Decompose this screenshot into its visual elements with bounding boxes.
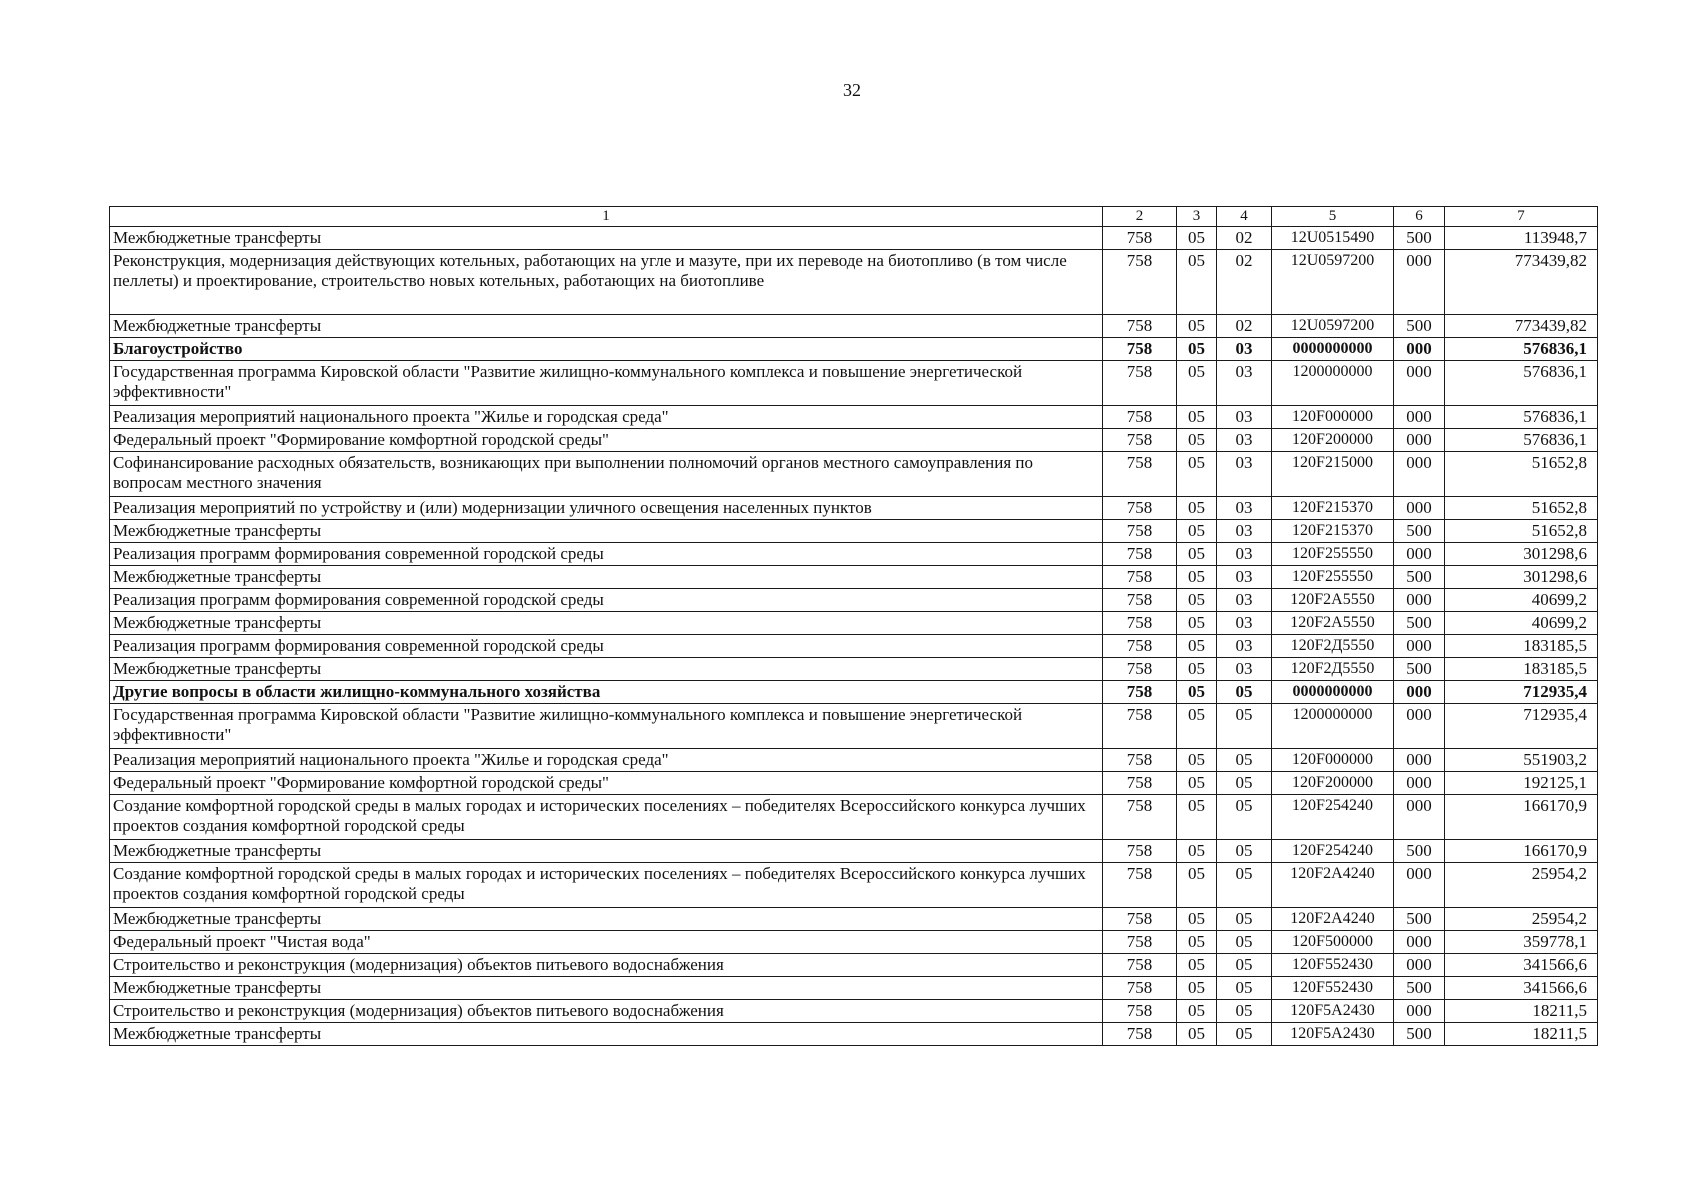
cell-name: Межбюджетные трансферты — [110, 566, 1103, 589]
cell-ved: 758 — [1103, 1000, 1177, 1023]
cell-csr: 120F255550 — [1272, 566, 1394, 589]
cell-sum: 183185,5 — [1445, 635, 1598, 658]
cell-sum: 113948,7 — [1445, 227, 1598, 250]
cell-sum: 40699,2 — [1445, 589, 1598, 612]
cell-rz: 05 — [1177, 429, 1217, 452]
cell-ved: 758 — [1103, 227, 1177, 250]
table-row — [110, 566, 1598, 589]
cell-rz: 05 — [1177, 863, 1217, 908]
cell-name: Другие вопросы в области жилищно-коммунального хозяйства — [110, 681, 1103, 704]
cell-ved: 758 — [1103, 589, 1177, 612]
cell-sum: 712935,4 — [1445, 681, 1598, 704]
cell-rz: 05 — [1177, 931, 1217, 954]
table-row — [110, 749, 1598, 772]
cell-vr: 000 — [1394, 635, 1445, 658]
cell-csr: 120F254240 — [1272, 840, 1394, 863]
header-cell-rz: 3 — [1177, 207, 1217, 227]
cell-vr: 000 — [1394, 704, 1445, 749]
table-row — [110, 863, 1598, 908]
cell-pr: 05 — [1217, 795, 1272, 840]
table-row — [110, 704, 1598, 749]
cell-pr: 05 — [1217, 863, 1272, 908]
cell-csr: 12U0515490 — [1272, 227, 1394, 250]
cell-sum: 40699,2 — [1445, 612, 1598, 635]
cell-csr: 0000000000 — [1272, 338, 1394, 361]
cell-rz: 05 — [1177, 635, 1217, 658]
cell-ved: 758 — [1103, 931, 1177, 954]
cell-rz: 05 — [1177, 612, 1217, 635]
cell-pr: 03 — [1217, 520, 1272, 543]
cell-sum: 301298,6 — [1445, 566, 1598, 589]
cell-name: Межбюджетные трансферты — [110, 520, 1103, 543]
cell-csr: 120F000000 — [1272, 406, 1394, 429]
cell-vr: 000 — [1394, 250, 1445, 315]
cell-rz: 05 — [1177, 772, 1217, 795]
cell-sum: 359778,1 — [1445, 931, 1598, 954]
cell-ved: 758 — [1103, 338, 1177, 361]
header-cell-csr: 5 — [1272, 207, 1394, 227]
cell-vr: 000 — [1394, 543, 1445, 566]
cell-csr: 0000000000 — [1272, 681, 1394, 704]
cell-csr: 12U0597200 — [1272, 250, 1394, 315]
table-row — [110, 977, 1598, 1000]
cell-ved: 758 — [1103, 497, 1177, 520]
cell-ved: 758 — [1103, 749, 1177, 772]
table-row — [110, 315, 1598, 338]
cell-pr: 03 — [1217, 589, 1272, 612]
cell-csr: 120F552430 — [1272, 954, 1394, 977]
cell-name: Межбюджетные трансферты — [110, 1023, 1103, 1046]
cell-pr: 05 — [1217, 908, 1272, 931]
cell-vr: 000 — [1394, 863, 1445, 908]
cell-sum: 773439,82 — [1445, 315, 1598, 338]
header-cell-sum: 7 — [1445, 207, 1598, 227]
cell-sum: 341566,6 — [1445, 977, 1598, 1000]
cell-ved: 758 — [1103, 543, 1177, 566]
cell-csr: 120F2A5550 — [1272, 612, 1394, 635]
cell-ved: 758 — [1103, 429, 1177, 452]
cell-vr: 500 — [1394, 566, 1445, 589]
cell-pr: 02 — [1217, 250, 1272, 315]
cell-vr: 000 — [1394, 429, 1445, 452]
cell-vr: 500 — [1394, 520, 1445, 543]
header-cell-name: 1 — [110, 207, 1103, 227]
cell-name: Благоустройство — [110, 338, 1103, 361]
cell-rz: 05 — [1177, 589, 1217, 612]
cell-vr: 500 — [1394, 908, 1445, 931]
cell-name: Межбюджетные трансферты — [110, 840, 1103, 863]
cell-csr: 120F215000 — [1272, 452, 1394, 497]
cell-sum: 551903,2 — [1445, 749, 1598, 772]
cell-pr: 03 — [1217, 338, 1272, 361]
table-header-row — [110, 207, 1598, 227]
cell-sum: 25954,2 — [1445, 908, 1598, 931]
cell-rz: 05 — [1177, 520, 1217, 543]
table-row — [110, 406, 1598, 429]
cell-sum: 341566,6 — [1445, 954, 1598, 977]
cell-vr: 000 — [1394, 406, 1445, 429]
cell-name: Межбюджетные трансферты — [110, 315, 1103, 338]
cell-pr: 03 — [1217, 361, 1272, 406]
cell-vr: 000 — [1394, 681, 1445, 704]
cell-ved: 758 — [1103, 977, 1177, 1000]
cell-pr: 02 — [1217, 227, 1272, 250]
cell-name: Федеральный проект "Чистая вода" — [110, 931, 1103, 954]
cell-ved: 758 — [1103, 315, 1177, 338]
cell-csr: 120F200000 — [1272, 772, 1394, 795]
cell-ved: 758 — [1103, 954, 1177, 977]
cell-ved: 758 — [1103, 840, 1177, 863]
cell-csr: 120F254240 — [1272, 795, 1394, 840]
cell-sum: 192125,1 — [1445, 772, 1598, 795]
cell-rz: 05 — [1177, 227, 1217, 250]
table-row — [110, 612, 1598, 635]
cell-rz: 05 — [1177, 1023, 1217, 1046]
cell-vr: 500 — [1394, 1023, 1445, 1046]
cell-csr: 120F000000 — [1272, 749, 1394, 772]
cell-csr: 120F5A2430 — [1272, 1023, 1394, 1046]
cell-pr: 03 — [1217, 658, 1272, 681]
cell-ved: 758 — [1103, 863, 1177, 908]
cell-vr: 000 — [1394, 931, 1445, 954]
cell-pr: 05 — [1217, 772, 1272, 795]
table-row — [110, 795, 1598, 840]
table-row — [110, 658, 1598, 681]
cell-ved: 758 — [1103, 566, 1177, 589]
cell-pr: 03 — [1217, 406, 1272, 429]
cell-csr: 120F5A2430 — [1272, 1000, 1394, 1023]
table-row — [110, 681, 1598, 704]
cell-name: Создание комфортной городской среды в малых городах и исторических поселениях – победителях Всероссийского конкурса лучших проектов создания комфортной городской среды — [110, 863, 1103, 908]
cell-pr: 03 — [1217, 429, 1272, 452]
cell-vr: 000 — [1394, 1000, 1445, 1023]
table-row — [110, 429, 1598, 452]
cell-name: Реализация мероприятий национального проекта "Жилье и городская среда" — [110, 749, 1103, 772]
cell-ved: 758 — [1103, 452, 1177, 497]
cell-pr: 05 — [1217, 954, 1272, 977]
cell-rz: 05 — [1177, 658, 1217, 681]
cell-sum: 18211,5 — [1445, 1023, 1598, 1046]
cell-rz: 05 — [1177, 250, 1217, 315]
cell-vr: 500 — [1394, 612, 1445, 635]
cell-csr: 120F2A5550 — [1272, 589, 1394, 612]
cell-pr: 05 — [1217, 840, 1272, 863]
cell-sum: 51652,8 — [1445, 452, 1598, 497]
cell-name: Федеральный проект "Формирование комфортной городской среды" — [110, 429, 1103, 452]
cell-ved: 758 — [1103, 406, 1177, 429]
cell-sum: 183185,5 — [1445, 658, 1598, 681]
cell-csr: 120F500000 — [1272, 931, 1394, 954]
cell-rz: 05 — [1177, 406, 1217, 429]
cell-name: Государственная программа Кировской области "Развитие жилищно-коммунального комплекса и повышение энергетической эффективности" — [110, 361, 1103, 406]
cell-ved: 758 — [1103, 635, 1177, 658]
table-row — [110, 520, 1598, 543]
table-row — [110, 452, 1598, 497]
cell-ved: 758 — [1103, 250, 1177, 315]
cell-rz: 05 — [1177, 704, 1217, 749]
cell-name: Государственная программа Кировской области "Развитие жилищно-коммунального комплекса и повышение энергетической эффективности" — [110, 704, 1103, 749]
cell-pr: 05 — [1217, 704, 1272, 749]
table-row — [110, 250, 1598, 315]
cell-sum: 25954,2 — [1445, 863, 1598, 908]
cell-rz: 05 — [1177, 1000, 1217, 1023]
cell-name: Реконструкция, модернизация действующих котельных, работающих на угле и мазуте, при их переводе на биотопливо (в том числе пеллеты) и проектирование, строительство новых котельных, работающих на биотопливе — [110, 250, 1103, 315]
cell-csr: 120F215370 — [1272, 520, 1394, 543]
cell-ved: 758 — [1103, 612, 1177, 635]
cell-vr: 500 — [1394, 227, 1445, 250]
cell-name: Межбюджетные трансферты — [110, 227, 1103, 250]
cell-vr: 000 — [1394, 338, 1445, 361]
cell-name: Федеральный проект "Формирование комфортной городской среды" — [110, 772, 1103, 795]
cell-name: Реализация мероприятий по устройству и (или) модернизации уличного освещения населенных пунктов — [110, 497, 1103, 520]
cell-csr: 12U0597200 — [1272, 315, 1394, 338]
cell-rz: 05 — [1177, 315, 1217, 338]
cell-sum: 301298,6 — [1445, 543, 1598, 566]
cell-ved: 758 — [1103, 772, 1177, 795]
cell-sum: 166170,9 — [1445, 840, 1598, 863]
cell-rz: 05 — [1177, 795, 1217, 840]
cell-vr: 500 — [1394, 977, 1445, 1000]
cell-sum: 576836,1 — [1445, 429, 1598, 452]
header-cell-ved: 2 — [1103, 207, 1177, 227]
cell-vr: 000 — [1394, 954, 1445, 977]
table-row — [110, 908, 1598, 931]
cell-pr: 05 — [1217, 931, 1272, 954]
cell-ved: 758 — [1103, 681, 1177, 704]
cell-name: Строительство и реконструкция (модернизация) объектов питьевого водоснабжения — [110, 1000, 1103, 1023]
cell-ved: 758 — [1103, 795, 1177, 840]
cell-rz: 05 — [1177, 566, 1217, 589]
cell-csr: 1200000000 — [1272, 361, 1394, 406]
cell-sum: 712935,4 — [1445, 704, 1598, 749]
cell-vr: 000 — [1394, 795, 1445, 840]
cell-ved: 758 — [1103, 658, 1177, 681]
cell-pr: 05 — [1217, 1000, 1272, 1023]
cell-name: Межбюджетные трансферты — [110, 612, 1103, 635]
cell-csr: 120F2Д5550 — [1272, 635, 1394, 658]
cell-csr: 120F215370 — [1272, 497, 1394, 520]
cell-pr: 03 — [1217, 543, 1272, 566]
table-row — [110, 338, 1598, 361]
cell-pr: 03 — [1217, 566, 1272, 589]
cell-ved: 758 — [1103, 1023, 1177, 1046]
cell-rz: 05 — [1177, 840, 1217, 863]
table-row — [110, 497, 1598, 520]
cell-csr: 120F255550 — [1272, 543, 1394, 566]
cell-sum: 51652,8 — [1445, 497, 1598, 520]
table-row — [110, 1000, 1598, 1023]
header-cell-pr: 4 — [1217, 207, 1272, 227]
cell-csr: 1200000000 — [1272, 704, 1394, 749]
cell-rz: 05 — [1177, 338, 1217, 361]
cell-pr: 05 — [1217, 977, 1272, 1000]
cell-name: Межбюджетные трансферты — [110, 977, 1103, 1000]
cell-vr: 000 — [1394, 772, 1445, 795]
cell-rz: 05 — [1177, 954, 1217, 977]
cell-name: Создание комфортной городской среды в малых городах и исторических поселениях – победителях Всероссийского конкурса лучших проектов создания комфортной городской среды — [110, 795, 1103, 840]
cell-sum: 773439,82 — [1445, 250, 1598, 315]
table-row — [110, 931, 1598, 954]
cell-ved: 758 — [1103, 361, 1177, 406]
cell-sum: 18211,5 — [1445, 1000, 1598, 1023]
cell-name: Реализация программ формирования современной городской среды — [110, 635, 1103, 658]
cell-ved: 758 — [1103, 704, 1177, 749]
cell-rz: 05 — [1177, 361, 1217, 406]
cell-name: Межбюджетные трансферты — [110, 658, 1103, 681]
cell-vr: 500 — [1394, 840, 1445, 863]
cell-sum: 51652,8 — [1445, 520, 1598, 543]
cell-pr: 05 — [1217, 1023, 1272, 1046]
cell-rz: 05 — [1177, 749, 1217, 772]
cell-rz: 05 — [1177, 543, 1217, 566]
cell-csr: 120F2A4240 — [1272, 908, 1394, 931]
cell-ved: 758 — [1103, 520, 1177, 543]
cell-sum: 166170,9 — [1445, 795, 1598, 840]
cell-name: Строительство и реконструкция (модернизация) объектов питьевого водоснабжения — [110, 954, 1103, 977]
cell-rz: 05 — [1177, 681, 1217, 704]
cell-csr: 120F2Д5550 — [1272, 658, 1394, 681]
cell-csr: 120F552430 — [1272, 977, 1394, 1000]
cell-rz: 05 — [1177, 497, 1217, 520]
cell-sum: 576836,1 — [1445, 406, 1598, 429]
cell-vr: 500 — [1394, 315, 1445, 338]
table-row — [110, 1023, 1598, 1046]
cell-sum: 576836,1 — [1445, 338, 1598, 361]
cell-vr: 000 — [1394, 452, 1445, 497]
table-row — [110, 840, 1598, 863]
cell-pr: 02 — [1217, 315, 1272, 338]
cell-ved: 758 — [1103, 908, 1177, 931]
header-cell-vr: 6 — [1394, 207, 1445, 227]
cell-rz: 05 — [1177, 452, 1217, 497]
table-row — [110, 227, 1598, 250]
cell-pr: 05 — [1217, 749, 1272, 772]
cell-vr: 500 — [1394, 658, 1445, 681]
cell-pr: 03 — [1217, 612, 1272, 635]
cell-name: Реализация программ формирования современной городской среды — [110, 589, 1103, 612]
cell-csr: 120F200000 — [1272, 429, 1394, 452]
cell-vr: 000 — [1394, 361, 1445, 406]
cell-rz: 05 — [1177, 908, 1217, 931]
cell-name: Софинансирование расходных обязательств, возникающих при выполнении полномочий органов местного самоуправления по вопросам местного значения — [110, 452, 1103, 497]
page-number: 32 — [843, 80, 861, 100]
table-row — [110, 772, 1598, 795]
cell-pr: 03 — [1217, 497, 1272, 520]
cell-name: Межбюджетные трансферты — [110, 908, 1103, 931]
table-row — [110, 589, 1598, 612]
table-row — [110, 635, 1598, 658]
cell-csr: 120F2A4240 — [1272, 863, 1394, 908]
cell-name: Реализация программ формирования современной городской среды — [110, 543, 1103, 566]
cell-pr: 03 — [1217, 452, 1272, 497]
cell-vr: 000 — [1394, 749, 1445, 772]
cell-name: Реализация мероприятий национального проекта "Жилье и городская среда" — [110, 406, 1103, 429]
cell-pr: 03 — [1217, 635, 1272, 658]
cell-vr: 000 — [1394, 497, 1445, 520]
cell-vr: 000 — [1394, 589, 1445, 612]
cell-pr: 05 — [1217, 681, 1272, 704]
cell-sum: 576836,1 — [1445, 361, 1598, 406]
table-row — [110, 361, 1598, 406]
budget-table — [109, 206, 1598, 1046]
table-row — [110, 543, 1598, 566]
cell-rz: 05 — [1177, 977, 1217, 1000]
table-row — [110, 954, 1598, 977]
